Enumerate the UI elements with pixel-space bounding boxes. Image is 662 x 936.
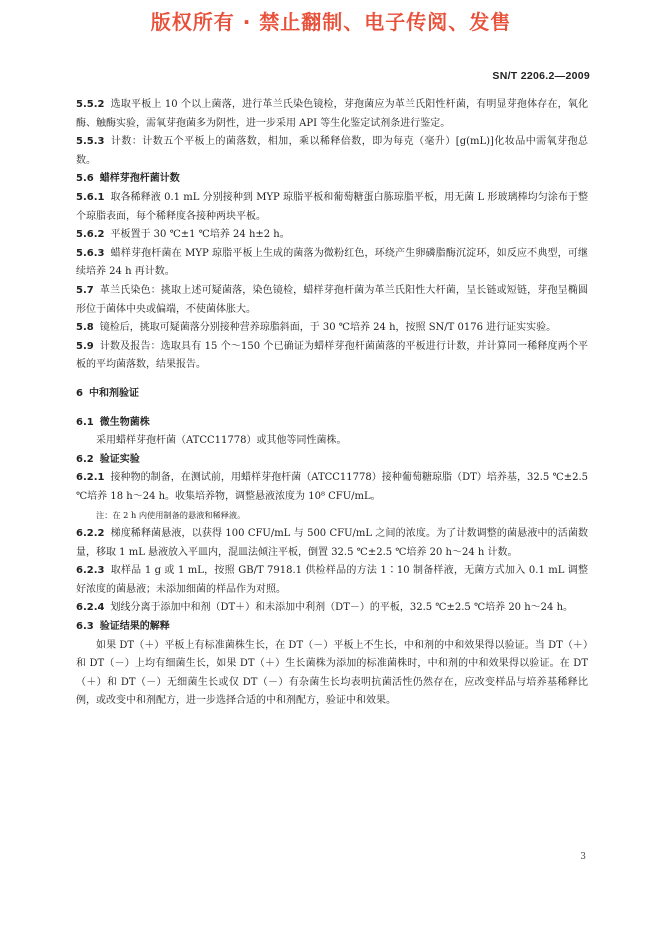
heading-6: 6 中和剂验证 (76, 387, 139, 399)
heading-6-3: 6.3 验证结果的解释 (76, 621, 170, 633)
paragraph-5-6-1: 5.6.1 取各稀释液 0.1 mL 分别接种到 MYP 琼脂平板和葡萄糖蛋白胨琼脂平板，用无菌 L 形玻璃棒均匀涂布于整个琼脂表面，每个稀释度各接种两块平板。 (76, 191, 588, 222)
paragraph-6-2-2: 6.2.2 梯度稀释菌悬液，以获得 100 CFU/mL 与 500 CFU/mL 之间的浓度。为了计数调整的菌悬液中的活菌数量，移取 1 mL 悬液放入平皿内，混皿法倾注平板，倒置 32.5 ℃±2.5 ℃培养 20 h～24 h 计数。 (76, 528, 588, 558)
paragraph-5-6-2: 5.6.2 平板置于 30 ℃±1 ℃培养 24 h±2 h。 (76, 229, 290, 241)
paragraph-6-1: 采用蜡样芽孢杆菌（ATCC11778）或其他等同性菌株。 (96, 435, 347, 447)
heading-5-6: 5.6 蜡样芽孢杆菌计数 (76, 173, 180, 185)
copyright-watermark: 版权所有 · 禁止翻制、电子传阅、发售 (150, 10, 512, 34)
paragraph-6-2-3: 6.2.3 取样品 1 g 或 1 mL，按照 GB/T 7918.1 供检样品的方法 1∶10 制备样液，无菌方式加入 0.1 mL 调整好浓度的菌悬液；未添加细菌的样品作为对照。 (76, 565, 588, 595)
paragraph-6-2-4: 6.2.4 划线分离于添加中和剂（DT＋）和未添加中利剂（DT－）的平板，32.5 ℃±2.5 ℃培养 20 h～24 h。 (76, 602, 574, 614)
paragraph-5-6-3: 5.6.3 蜡样芽孢杆菌在 MYP 琼脂平板上生成的菌落为微粉红色，环绕产生卵磷脂酶沉淀环，如反应不典型，可继续培养 24 h 再计数。 (76, 247, 588, 278)
standard-number: SN/T 2206.2—2009 (492, 70, 590, 82)
paragraph-5-5-2: 5.5.2 选取平板上 10 个以上菌落，进行革兰氏染色镜检，芽孢菌应为革兰氏阳性杆菌，有明显芽孢体存在，氧化酶、触酶实验，需氧芽孢菌多为阴性，进一步采用 API 等生化鉴定试剂条进行鉴定。 (76, 99, 588, 129)
paragraph-6-2-1: 6.2.1 接种物的制备，在测试前，用蜡样芽孢杆菌（ATCC11778）接种葡萄糖琼脂（DT）培养基，32.5 ℃±2.5 ℃培养 18 h～24 h。收集培养物，调整悬液浓度为 10⁸ CFU/mL。 (76, 472, 588, 502)
paragraph-5-7: 5.7 革兰氏染色：挑取上述可疑菌落，染色镜检，蜡样芽孢杆菌为革兰氏阳性大杆菌，呈长链或短链，芽孢呈椭圆形位于菌体中央或偏端，不使菌体胀大。 (76, 284, 588, 315)
paragraph-5-5-3: 5.5.3 计数：计数五个平板上的菌落数，相加，乘以稀释倍数，即为每克（毫升）[g(mL)]化妆品中需氧芽孢总数。 (76, 136, 588, 166)
heading-6-2: 6.2 验证实验 (76, 453, 140, 465)
heading-6-1: 6.1 微生物菌株 (76, 416, 150, 428)
paragraph-5-9: 5.9 计数及报告：选取具有 15 个～150 个已确证为蜡样芽孢杆菌菌落的平板进行计数，并计算同一稀释度两个平板的平均菌落数，结果报告。 (76, 340, 588, 371)
paragraph-6-3: 如果 DT（＋）平板上有标准菌株生长，在 DT（－）平板上不生长，中和剂的中和效果得以验证。当 DT（＋）和 DT（－）上均有细菌生长，如果 DT（＋）生长菌株为添加的标准菌株时，中和剂的中和效果得以验证。在 DT（＋）和 DT（－）无细菌生长或仅 DT（－）有杂菌生长均表明抗菌活性仍然存在，应改变样品与培养基稀释比例，或改变中和剂配方，进一步选择合适的中和剂配方，验证中和效果。 (76, 639, 588, 707)
document-body (76, 96, 588, 711)
note-6-2-1: 注：在 2 h 内使用制备的悬液和稀释液。 (96, 510, 246, 521)
paragraph-5-8: 5.8 镜检后，挑取可疑菌落分别接种营养琼脂斜面，于 30 ℃培养 24 h，按照 SN/T 0176 进行证实实验。 (76, 322, 557, 334)
page-number: 3 (580, 852, 586, 862)
